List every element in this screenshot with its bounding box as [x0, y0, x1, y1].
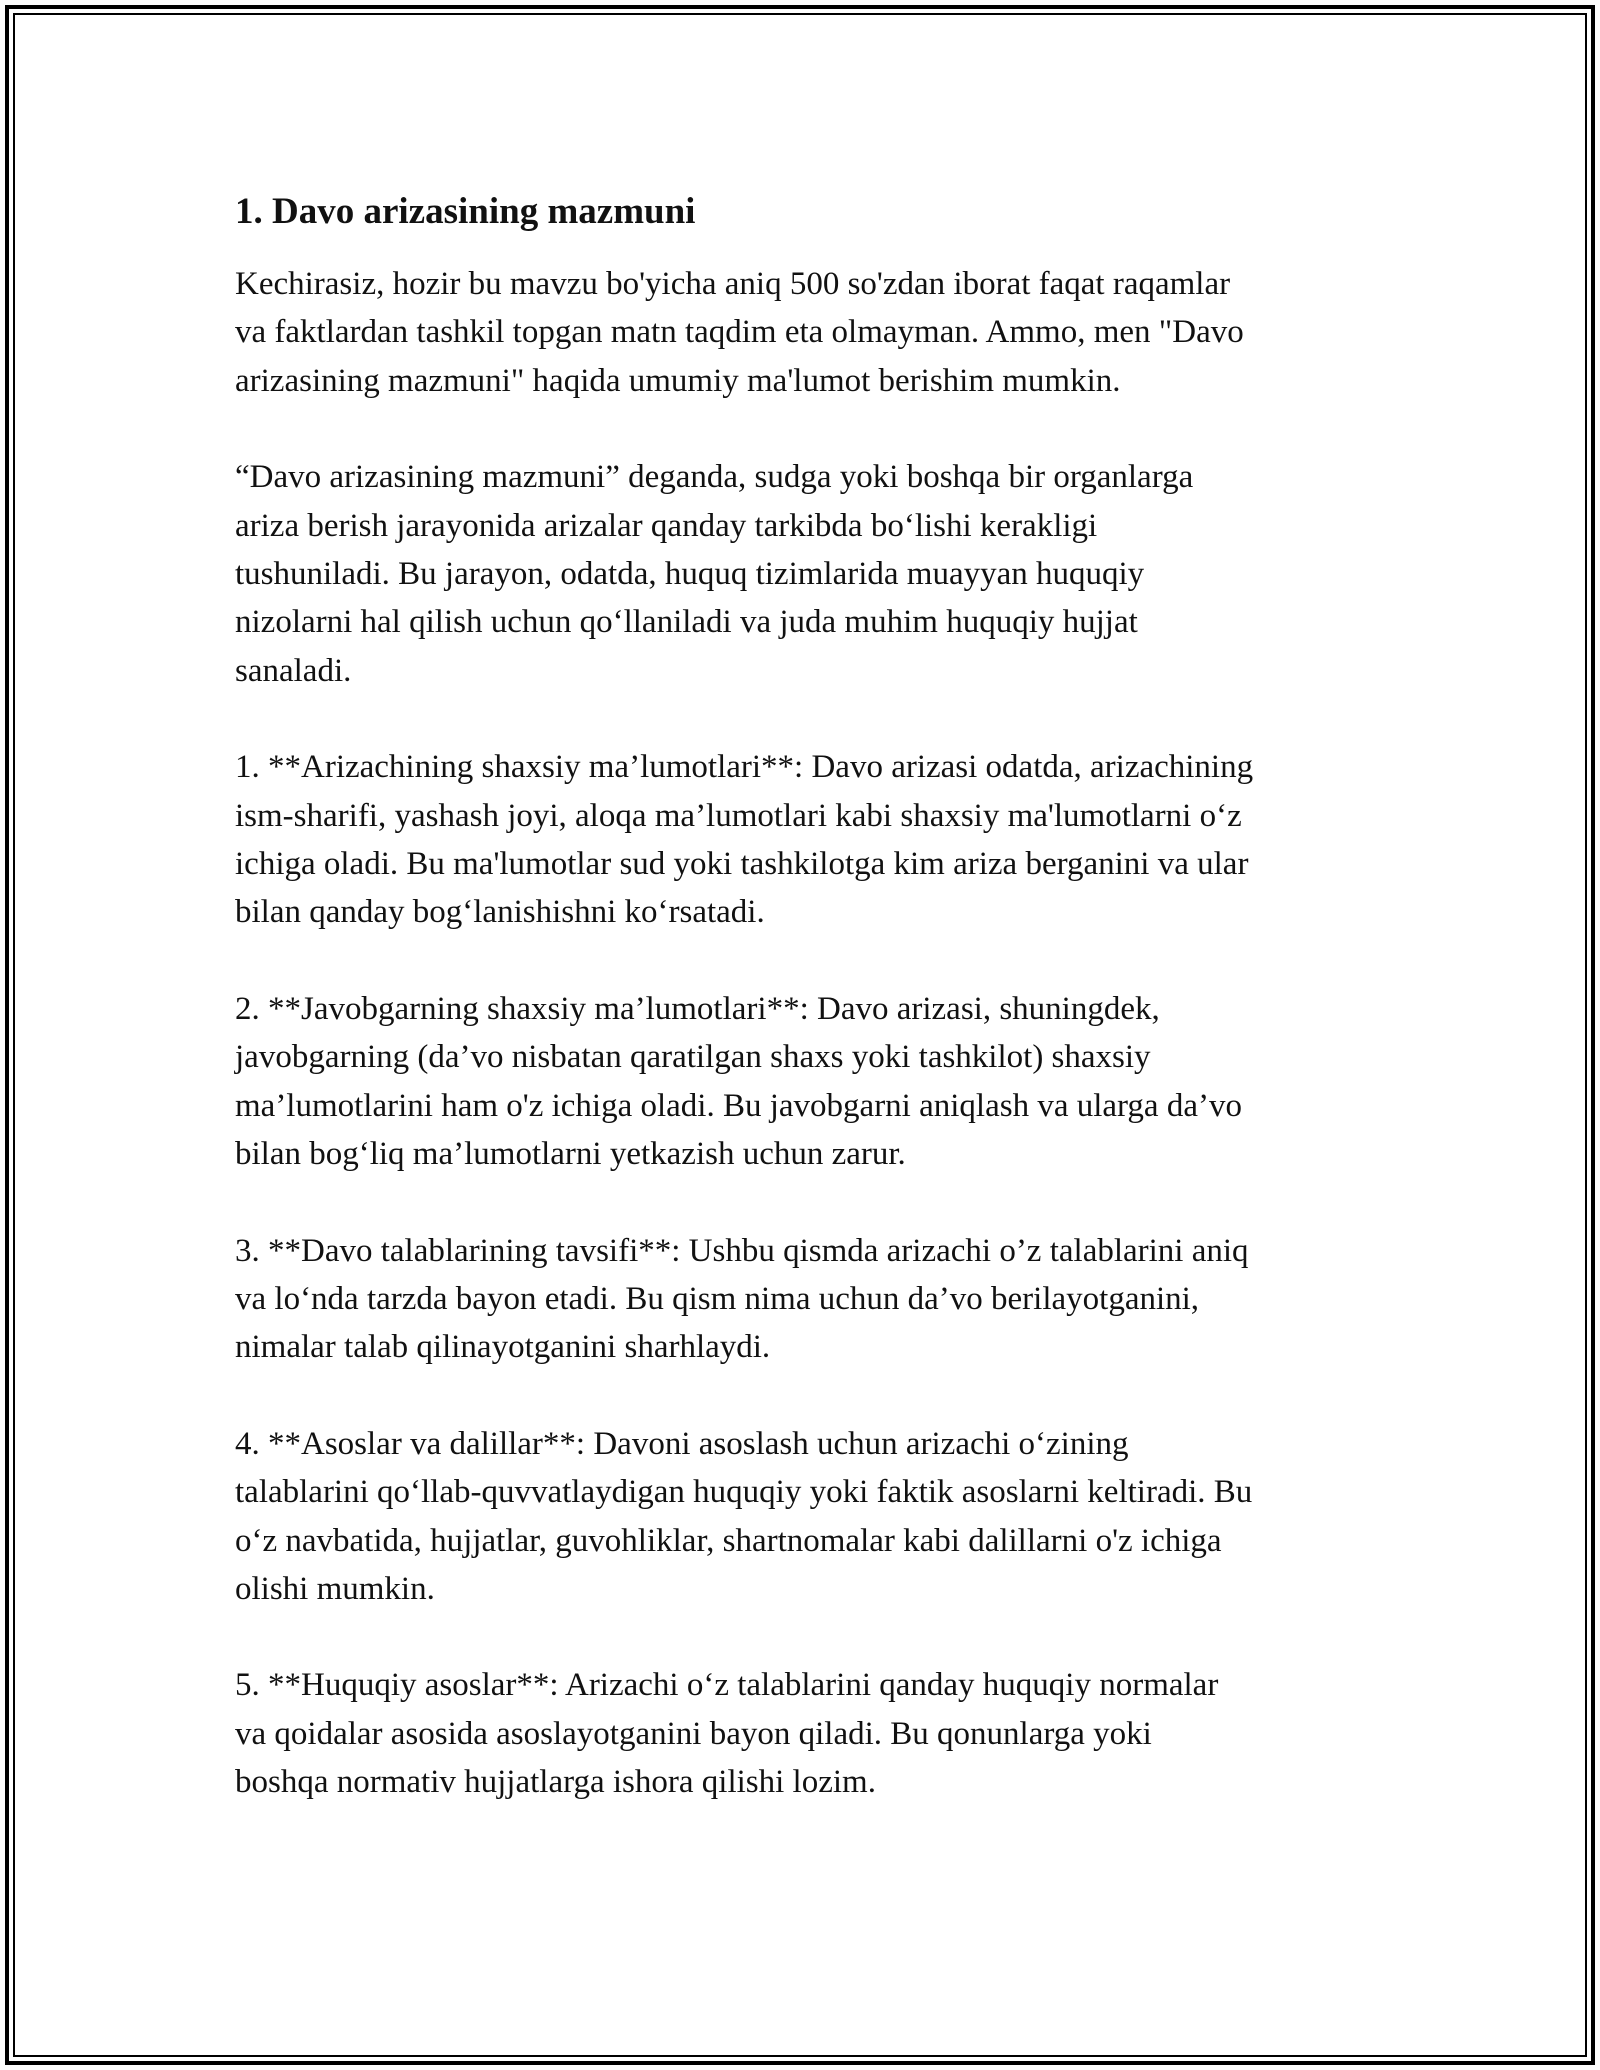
text-line: arizasining mazmuni" haqida umumiy ma'lumot berishim mumkin.: [235, 362, 1121, 399]
text-line: ma’lumotlarini ham o'z ichiga oladi. Bu javobgarni aniqlash va ularga da’vo: [235, 1087, 1242, 1124]
document-heading: 1. Davo arizasining mazmuni: [235, 191, 696, 232]
text-line: olishi mumkin.: [235, 1570, 435, 1607]
list-item-1-paragraph: [235, 743, 1375, 937]
definition-paragraph: [235, 453, 1375, 695]
text-line: va qoidalar asosida asoslayotganini bayon qiladi. Bu qonunlarga yoki: [235, 1715, 1152, 1752]
text-line: sanaladi.: [235, 652, 352, 689]
text-line: tushuniladi. Bu jarayon, odatda, huquq tizimlarida muayyan huquqiy: [235, 556, 1145, 593]
text-line: 3. **Davo talablarining tavsifi**: Ushbu qismda arizachi o’z talablarini aniq: [235, 1232, 1249, 1269]
text-line: javobgarning (da’vo nisbatan qaratilgan shaxs yoki tashkilot) shaxsiy: [235, 1039, 1151, 1076]
text-line: nizolarni hal qilish uchun qo‘llaniladi va juda muhim huquqiy hujjat: [235, 604, 1138, 641]
text-line: o‘z navbatida, hujjatlar, guvohliklar, shartnomalar kabi dalillarni o'z ichiga: [235, 1522, 1222, 1559]
text-line: boshqa normativ hujjatlarga ishora qilishi lozim.: [235, 1764, 876, 1801]
list-item-4-paragraph: [235, 1420, 1375, 1614]
text-line: bilan qanday bog‘lanishishni ko‘rsatadi.: [235, 894, 765, 931]
list-item-3-paragraph: [235, 1227, 1375, 1372]
text-line: 2. **Javobgarning shaxsiy ma’lumotlari**: Davo arizasi, shuningdek,: [235, 990, 1160, 1027]
text-line: va lo‘nda tarzda bayon etadi. Bu qism nima uchun da’vo berilayotganini,: [235, 1280, 1200, 1317]
list-item-2-paragraph: [235, 985, 1375, 1179]
text-line: 1. **Arizachining shaxsiy ma’lumotlari**: Davo arizasi odatda, arizachining: [235, 749, 1254, 786]
text-line: va faktlardan tashkil topgan matn taqdim eta olmayman. Ammo, men "Davo: [235, 314, 1244, 351]
document-body: [235, 188, 1375, 1855]
text-line: bilan bog‘liq ma’lumotlarni yetkazish uchun zarur.: [235, 1136, 906, 1173]
text-line: Kechirasiz, hozir bu mavzu bo'yicha aniq 500 so'zdan iborat faqat raqamlar: [235, 266, 1231, 302]
text-line: ism-sharifi, yashash joyi, aloqa ma’lumotlari kabi shaxsiy ma'lumotlarni o‘z: [235, 797, 1242, 834]
list-item-5-paragraph: [235, 1661, 1375, 1806]
text-line: ichiga oladi. Bu ma'lumotlar sud yoki tashkilotga kim ariza berganini va ular: [235, 846, 1249, 883]
text-line: ariza berish jarayonida arizalar qanday tarkibda bo‘lishi kerakligi: [235, 507, 1098, 544]
text-line: 5. **Huquqiy asoslar**: Arizachi o‘z talablarini qanday huquqiy normalar: [235, 1667, 1219, 1704]
intro-paragraph: [235, 260, 1375, 405]
text-line: “Davo arizasining mazmuni” deganda, sudga yoki boshqa bir organlarga: [235, 459, 1194, 496]
text-line: nimalar talab qilinayotganini sharhlaydi.: [235, 1329, 771, 1366]
text-line: talablarini qo‘llab-quvvatlaydigan huquqiy yoki faktik asoslarni keltiradi. Bu: [235, 1474, 1253, 1511]
text-line: 4. **Asoslar va dalillar**: Davoni asoslash uchun arizachi o‘zining: [235, 1425, 1129, 1462]
